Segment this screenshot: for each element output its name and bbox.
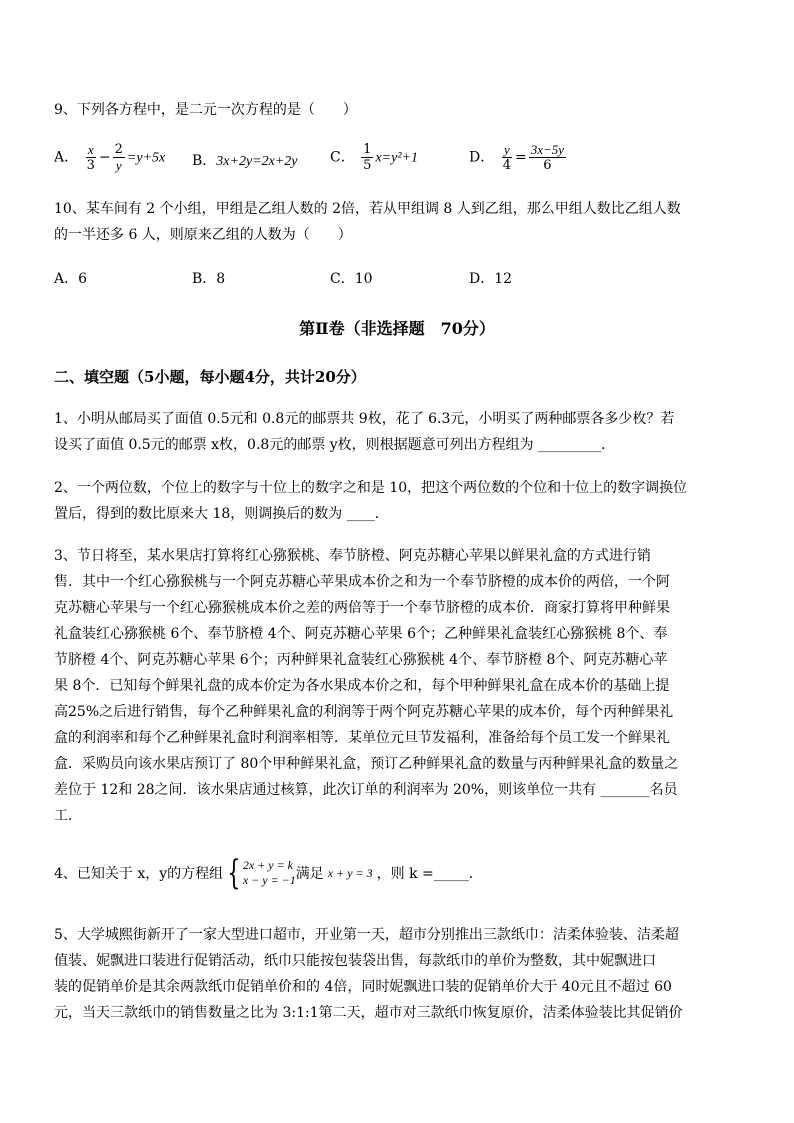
- fill-4-eq-2: x − y = −1: [242, 873, 296, 887]
- q9-option-c-fraction: [361, 142, 373, 173]
- q9-d-eq: =: [514, 149, 527, 166]
- q9-option-c: [330, 142, 418, 173]
- q9-a-f2-den: y: [115, 158, 122, 173]
- fill-3-line: 高25%之后进行销售，每个乙种鲜果礼盒的利润等于两个阿克苏糖心苹果的成本价，每个丙种鲜果礼: [54, 704, 674, 720]
- q9-a-minus: −: [98, 149, 111, 166]
- fill-5-line: 装的促销单价是其余两款纸巾促销单价和的 4倍，同时妮飘进口装的促销单价大于 40元且不超过 60: [54, 979, 672, 995]
- q10-option-c: C．10: [330, 271, 373, 287]
- q9-option-b-label: B．: [192, 153, 217, 169]
- fill-3-line: 差位于 12和 28之间．该水果店通过核算，此次订单的利润率为 20%，则该单位一共有 _______名员: [54, 782, 678, 798]
- fill-5-line: 值装、妮飘进口装进行促销活动，纸巾只能按包装袋出售，每款纸巾的单价为整数，其中妮飘进口: [54, 953, 656, 969]
- fill-4-suffix: ，则 k =_____．: [376, 866, 483, 882]
- q9-a-f1-num: x: [87, 142, 94, 157]
- fill-1-line-1: 1、小明从邮局买了面值 0.5元和 0.8元的邮票共 9枚，花了 6.3元，小明买了两种邮票各多少枚？若: [54, 411, 675, 427]
- fill-3-line: 盒的利润率和每个乙种鲜果礼盒时利润率相等．某单位元旦节发福利，准备给每个员工发一个鲜果礼: [54, 730, 670, 746]
- q9-c-num: 1: [363, 142, 372, 157]
- q9-option-d-fraction-1: [501, 142, 513, 173]
- q9-option-a-label: A．: [54, 149, 79, 166]
- fill-3-line: 盒．采购员向该水果店预订了 80个甲种鲜果礼盒，预订乙种鲜果礼盒的数量与丙种鲜果礼盒的数量之: [54, 756, 679, 772]
- fill-3-line: 克苏糖心苹果与一个红心猕猴桃成本价之差的两倍等于一个奉节脐橙的成本价．商家打算将甲种鲜果: [54, 600, 670, 616]
- q9-option-b-text: 3x+2y=2x+2y: [216, 154, 298, 169]
- q10-option-d: D．12: [469, 271, 513, 287]
- fill-4: [54, 853, 483, 893]
- q9-d-f1-den: 4: [502, 158, 511, 173]
- fill-3-line: 节脐橙 4个、阿克苏糖心苹果 6个；丙种鲜果礼盒装红心猕猴桃 4个、奉节脐橙 8个、阿克苏糖心苹: [54, 652, 668, 668]
- part-2-title: 第Ⅱ卷（非选择题 70分）: [299, 319, 495, 338]
- q9-option-a-fraction-2: [113, 142, 125, 173]
- q9-d-f2-den: 6: [543, 158, 552, 173]
- q9-option-b: [192, 150, 298, 170]
- q9-d-f1-num: y: [503, 142, 510, 157]
- fill-3-line: 3、节日将至，某水果店打算将红心猕猴桃、奉节脐橙、阿克苏糖心苹果以鲜果礼盒的方式进行销: [54, 548, 651, 564]
- fill-4-equations: [243, 858, 296, 888]
- q9-stem: 9、下列各方程中，是二元一次方程的是（ ）: [54, 102, 357, 118]
- fill-4-condition: x + y = 3: [327, 865, 373, 880]
- q9-a-f1-den: 3: [86, 158, 95, 173]
- fill-2-line-1: 2、一个两位数，个位上的数字与十位上的数字之和是 10，把这个两位数的个位和十位上的数字调换位: [54, 480, 688, 496]
- fill-4-mid: 满足: [295, 866, 324, 882]
- fill-5-line: 5、大学城熙街新开了一家大型进口超市，开业第一天，超市分别推出三款纸巾：洁柔体验装、洁柔超: [54, 927, 679, 943]
- q9-option-a-fraction-1: [85, 142, 97, 173]
- q9-option-a: [54, 142, 165, 173]
- section-2-heading: 二、填空题（5小题，每小题4分，共计20分）: [54, 368, 366, 386]
- q10-line-1: 10、某车间有 2 个小组，甲组是乙组人数的 2倍，若从甲组调 8 人到乙组，那么甲组人数比乙组人数: [54, 201, 681, 217]
- q9-a-f2-num: 2: [114, 142, 123, 157]
- q9-c-den: 5: [363, 158, 372, 173]
- fill-4-prefix: 4、已知关于 x，y的方程组: [54, 866, 224, 882]
- fill-2-line-2: 置后，得到的数比原来大 18，则调换后的数为 ____．: [54, 506, 389, 522]
- fill-3-line: 礼盒装红心猕猴桃 6个、奉节脐橙 4个、阿克苏糖心苹果 6个；乙种鲜果礼盒装红心猕猴桃 8个、奉: [54, 626, 668, 642]
- fill-5-line: 元，当天三款纸巾的销售数量之比为 3:1:1第二天，超市对三款纸巾恢复原价，洁柔体验装比其促销价: [54, 1005, 683, 1021]
- fill-3-line: 售．其中一个红心猕猴桃与一个阿克苏糖心苹果成本价之和为一个奉节脐橙的成本价的两倍，一个阿: [54, 574, 670, 590]
- fill-3-line: 工．: [54, 808, 82, 824]
- fill-4-eq-1: 2x + y = k: [242, 858, 293, 872]
- q9-option-d: [469, 142, 568, 173]
- q9-a-tail: =y+5x: [126, 150, 166, 166]
- q9-option-d-label: D．: [469, 149, 495, 166]
- q9-c-tail: x=y²+1: [375, 150, 418, 166]
- q10-option-b: B．8: [192, 271, 226, 287]
- fill-1-line-2: 设买了面值 0.5元的邮票 x枚，0.8元的邮票 y枚，则根据题意可列出方程组为 _________．: [54, 437, 616, 453]
- q9-d-f2-num: 3x−5y: [530, 142, 565, 157]
- q10-option-a: A．6: [54, 271, 88, 287]
- q9-option-c-label: C．: [330, 149, 355, 166]
- fill-4-equation-system: [223, 853, 296, 893]
- fill-3-line: 果 8个．已知每个鲜果礼盘的成本价定为各水果成本价之和，每个甲种鲜果礼盒在成本价的基础上提: [54, 678, 670, 694]
- q9-option-d-fraction-2: [529, 142, 566, 173]
- left-brace-icon: {: [227, 853, 241, 893]
- q10-line-2: 的一半还多 6 人，则原来乙组的人数为（ ）: [54, 227, 352, 243]
